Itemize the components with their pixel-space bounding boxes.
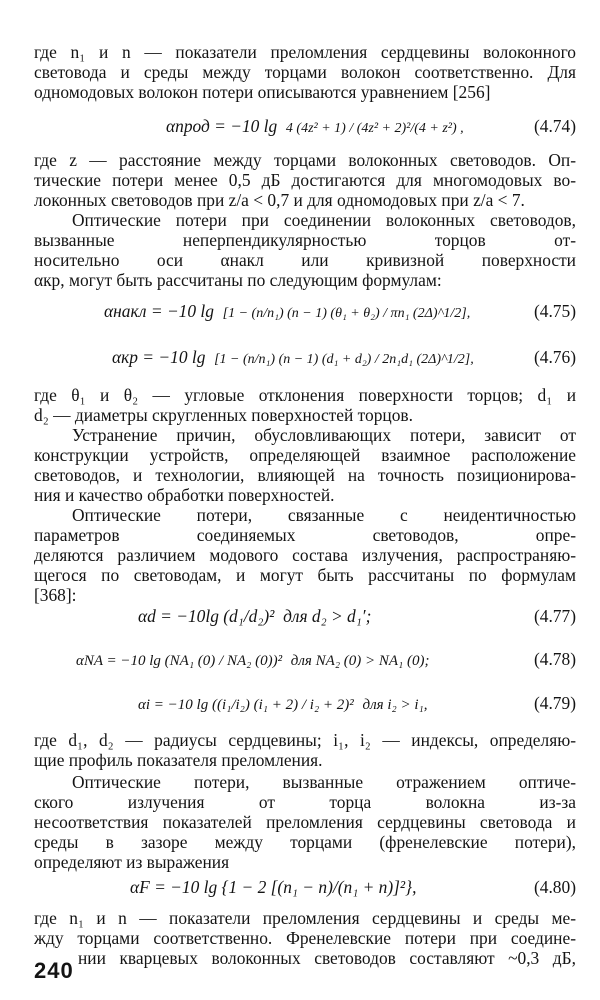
text-line: одномодовых волокон потери описываются уравнением [256] (34, 82, 491, 102)
equation-number: (4.78) (533, 649, 576, 669)
text-line: нии кварцевых волоконных световодов составляют ~0,3 дБ, (78, 948, 576, 968)
text-line: где θ₁ и θ₂ — угловые отклонения поверхности торцов; d₁ и (34, 385, 576, 405)
text-line: деляются различием модового состава излучения, распространяю- (34, 545, 576, 565)
equation-4-78 (76, 648, 430, 672)
equation-number: (4.79) (533, 693, 576, 713)
text-line: вызванные неперпендикулярностью торцов от- (34, 230, 576, 250)
equation-rhs: 4 (4z² + 1) / (4z² + 2)²/(4 + z²) , (285, 121, 464, 136)
equation-number: (4.75) (533, 301, 576, 321)
text-line: среды в зазоре между торцами (френелевские потери), (34, 832, 576, 852)
equation-lhs: αd = −10lg (d₁/d₂)² (138, 606, 275, 626)
equation-lhs: αi = −10 lg ((i₁/i₂) (i₁ + 2) / i₂ + 2)² (138, 697, 354, 713)
equation-rhs: [1 − (n/n₁) (n − 1) (d₁ + d₂) / 2n₁d₁ (2Δ)^1/2], (214, 352, 474, 367)
text-line: где n₁ и n — показатели преломления сердцевины волоконного (34, 42, 576, 62)
text-line: световода и среды между торцами волокон соответственно. Для (34, 62, 576, 82)
text-line: щие профиль показателя преломления. (34, 750, 323, 770)
text-line: где n₁ и n — показатели преломления сердцевины и среды ме- (34, 908, 576, 928)
text-line: [368]: (34, 585, 77, 605)
equation-number: (4.76) (533, 347, 576, 367)
equation-4-75 (104, 300, 470, 325)
text-line: жду торцами соответственно. Френелевские потери при соедине- (34, 928, 576, 948)
text-line: тические потери менее 0,5 дБ достигаются для многомодовых во- (34, 170, 576, 190)
text-line: Оптические потери, связанные с неидентичностью (72, 505, 576, 525)
equation-rhs: для i₂ > i₁, (362, 697, 428, 713)
text-line: Устранение причин, обусловливающих потери, зависит от (72, 425, 576, 445)
equation-4-77 (138, 605, 371, 627)
equation-4-76 (112, 346, 474, 371)
equation-lhs: αNA = −10 lg (NA₁ (0) / NA₂ (0))² (76, 653, 283, 669)
equation-rhs: [1 − (n/n₁) (n − 1) (θ₁ + θ₂) / πn₁ (2Δ)^1/2], (222, 306, 471, 321)
equation-4-74 (166, 115, 464, 140)
equation-number: (4.74) (533, 116, 576, 136)
text-line: где d₁, d₂ — радиусы сердцевины; i₁, i₂ — индексы, определяю- (34, 730, 576, 750)
equation-4-80 (130, 876, 416, 898)
text-line: несоответствия показателей преломления сердцевины световода и (34, 812, 576, 832)
text-line: конструкции устройств, определяющей взаимное расположение (34, 445, 576, 465)
text-line: определяют из выражения (34, 852, 230, 872)
text-line: Оптические потери, вызванные отражением оптиче- (72, 772, 576, 792)
text-line: щегося по световодам, и могут быть рассчитаны по формулам (34, 565, 576, 585)
text-line: носительно оси αнакл или кривизной поверхности (34, 250, 576, 270)
text-line: где z — расстояние между торцами волоконных световодов. Оп- (34, 150, 576, 170)
text-line: параметров соединяемых световодов, опре- (34, 525, 576, 545)
text-line: d₂ — диаметры скругленных поверхностей торцов. (34, 405, 413, 425)
equation-rhs: для d₂ > d₁′; (283, 606, 372, 626)
equation-rhs: для NA₂ (0) > NA₁ (0); (290, 653, 430, 669)
equation-lhs: αкр = −10 lg (112, 347, 206, 367)
page-number: 240 (34, 958, 74, 983)
equation-lhs: αF = −10 lg {1 − 2 [(n₁ − n)/(n₁ + n)]²}, (130, 877, 417, 897)
text-line: локонных световодов при z/a < 0,7 и для одномодовых при z/a < 7. (34, 190, 525, 210)
equation-lhs: αнакл = −10 lg (104, 301, 214, 321)
equation-number: (4.80) (533, 877, 576, 897)
equation-lhs: αпрод = −10 lg (166, 116, 278, 136)
text-line: ния и качество обработки поверхностей. (34, 485, 335, 505)
text-line: ского излучения от торца волокна из-за (34, 792, 576, 812)
text-line: Оптические потери при соединении волоконных световодов, (72, 210, 576, 230)
equation-number: (4.77) (533, 606, 576, 626)
text-line: αкр, могут быть рассчитаны по следующим формулам: (34, 270, 442, 290)
text-line: световодов, и технологии, влияющей на точность позиционирова- (34, 465, 576, 485)
equation-4-79 (138, 692, 427, 716)
